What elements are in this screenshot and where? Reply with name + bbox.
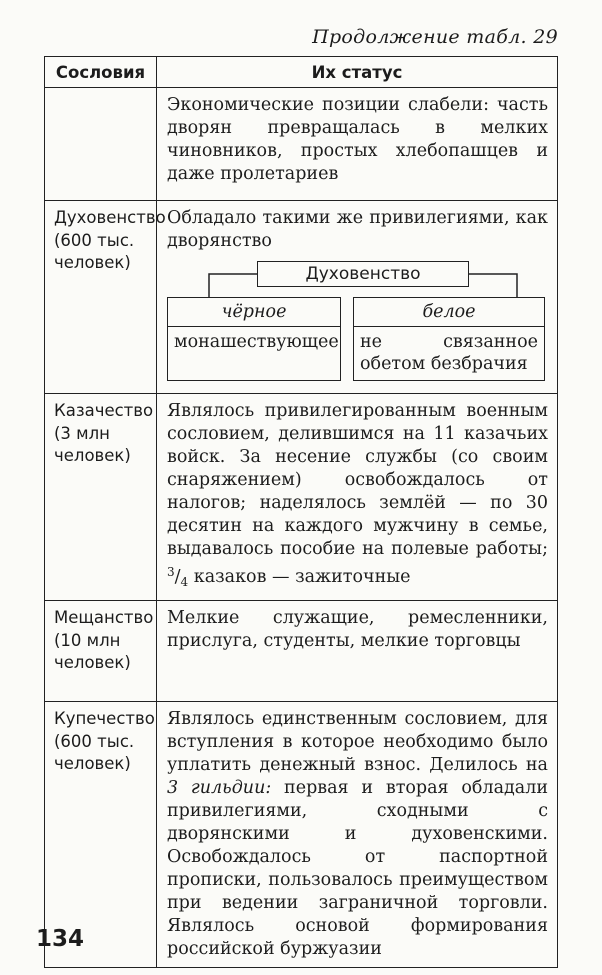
status-cell <box>157 702 558 968</box>
table-row <box>45 601 558 702</box>
guilds-term: 3 гильдии: <box>167 778 272 798</box>
black-clergy-label: чёрное <box>168 298 340 327</box>
estate-cell <box>45 88 157 201</box>
estate-cell: Духовенство (600 тыс. человек) <box>45 201 157 394</box>
status-cell <box>157 88 558 201</box>
cossacks-status: Являлось привилегированным военным сословием, делившимся на 11 казачьих войск. За несение службы (со своим снаряжением) освобождалось от налогов; наделялось землёй — по 30 десятин на каждого мужчину в семье, выдавалось пособие на полевые работы; <box>167 401 548 559</box>
diagram-white-clergy-box <box>353 297 545 381</box>
fraction-text: казаков — зажиточные <box>193 567 411 587</box>
status-text: Экономические позиции слабели: часть дворян превращалась в мелких чиновников, простых хлебопашцев и даже пролетариев <box>167 95 548 184</box>
page-number: 134 <box>36 926 85 952</box>
table-caption: Продолжение табл. 29 <box>312 26 558 48</box>
status-text: Обладало такими же привилегиями, как дворянство <box>167 208 548 251</box>
estate-cell: Мещанство (10 млн человек) <box>45 601 157 702</box>
header-estates: Сословия <box>45 57 157 88</box>
diagram-root-box: Духовенство <box>257 261 469 287</box>
table-row <box>45 201 558 394</box>
clergy-diagram <box>167 257 547 387</box>
header-status: Их статус <box>157 57 558 88</box>
status-text <box>167 708 548 961</box>
merchants-status-part2: первая и вторая обладали привилегиями, сходными с дворянскими и духовенскими. Освобождалось от паспортной прописки, пользовалось преимуществом при ведении заграничной торговли. Являлось основой формирования российской буржуазии <box>167 778 548 959</box>
fraction-numerator: 3 <box>167 565 175 579</box>
white-clergy-label: белое <box>354 298 544 327</box>
fraction-denominator: 4 <box>180 575 189 589</box>
status-cell <box>157 394 558 601</box>
table-header-row <box>45 57 558 88</box>
status-cell <box>157 201 558 394</box>
estates-table <box>44 56 558 968</box>
table-row <box>45 394 558 601</box>
estate-cell: Казачество (3 млн человек) <box>45 394 157 601</box>
black-clergy-text: монашествующее <box>174 332 339 352</box>
white-clergy-text: не связанное обетом безбрачия <box>360 332 538 374</box>
status-cell <box>157 601 558 702</box>
table-row <box>45 702 558 968</box>
merchants-status-part1: Являлось единственным сословием, для вступления в которое необходимо было уплатить денежный взнос. Делилось на <box>167 709 548 775</box>
table-row <box>45 88 558 201</box>
status-text: Являлось привилегированным военным сословием, делившимся на 11 казачьих войск. За несение службы (со своим снаряжением) освобождалось от налогов; наделялось землёй — по 30 десятин на каждого мужчину в семье, выдавалось пособие на полевые работы; $^3/_4$ казаков — зажиточные <box>167 401 548 589</box>
status-text: Мелкие служащие, ремесленники, прислуга, студенты, мелкие торговцы <box>167 608 548 651</box>
diagram-black-clergy-box <box>167 297 341 381</box>
estate-cell: Купечество (600 тыс. человек) <box>45 702 157 968</box>
